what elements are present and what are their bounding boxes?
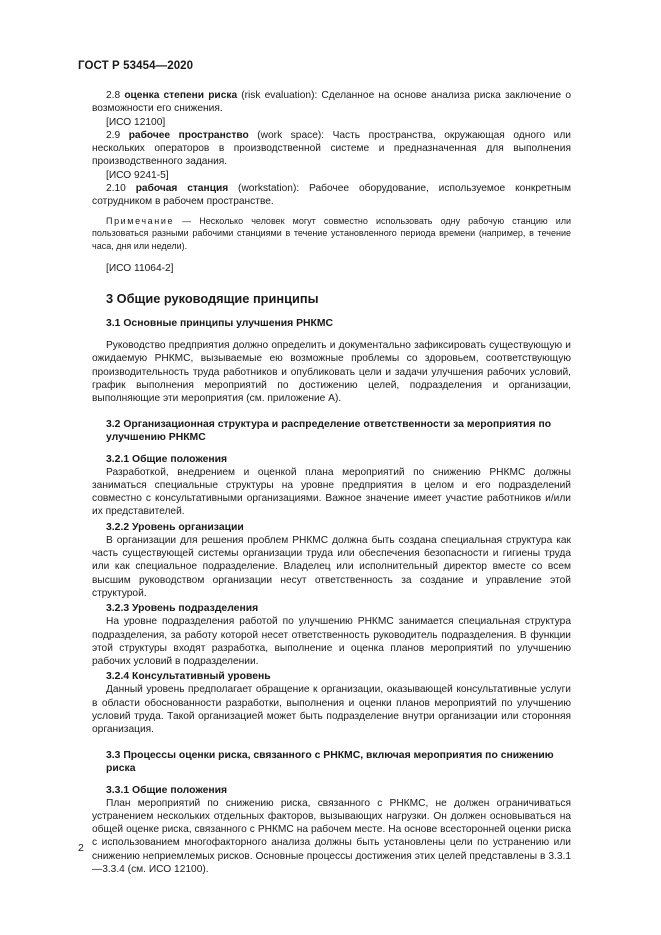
definition-2-8: 2.8 оценка степени риска (risk evaluation): Сделанное на основе анализа риска заключение о возможности его снижения. xyxy=(92,90,571,115)
section-3-3-1-text: План мероприятий по снижению риска, связанного с РНКМС, не должен ограничиваться устранением нескольких отдельных факторов, вызывающих нагрузки. Он должен основываться на общей оценке риска, связанного с РНКМС на рабочем месте. На основе всесторонней оценки риска с использованием многофакторного анализа должны быть установлены цели по устранению или снижению неприемлемых рисков. Основные процессы достижения этих целей представлены в 3.3.1—3.3.4 (см. ИСО 12100). xyxy=(92,797,571,876)
section-3-2-2-title: 3.2.2 Уровень организации xyxy=(106,521,244,533)
page-body xyxy=(92,89,571,876)
section-3-2-1-title: 3.2.1 Общие положения xyxy=(106,453,228,465)
term: оценка степени риска xyxy=(124,90,238,101)
note: Примечание — Несколько человек могут совместно использовать одну рабочую станцию или пользоваться разными рабочими станциями в течение установленного периода времени (например, в течение часа, дня или недели). xyxy=(92,215,571,251)
definition-2-9: 2.9 рабочее пространство (work space): Часть пространства, окружающая одного или нескольких операторов в производственной системе и предназначенная для выполнения производственного задания. xyxy=(92,129,571,168)
reference: [ИСО 11064-2] xyxy=(106,263,174,275)
section-3-1-title: 3.1 Основные принципы улучшения РНКМС xyxy=(106,318,334,330)
note-label: Примечание xyxy=(106,215,175,226)
section-3-2-2-text: В организации для решения проблем РНКМС должна быть создана специальная структура как часть существующей системы организации труда или обеспечения безопасности и гигиены труда или как специальное подразделение. Владелец или исполнительный директор вместе со всем высшим руководством организации несут ответственность за создание и управление этой структурой. xyxy=(92,534,571,599)
section-3-2-4-title: 3.2.4 Консультативный уровень xyxy=(106,671,271,683)
section-3-2-1-text: Разработкой, внедрением и оценкой плана мероприятий по снижению РНКМС должны заниматься специальные структуры на уровне предприятия в целом и его подразделений совместно с консультативными организациями. Важное значение имеет участие работников и/или их представителей. xyxy=(92,466,571,518)
section-3-1-text: Руководство предприятия должно определить и документально зафиксировать существующую и ожидаемую РНКМС, вызываемые ею возможные проблемы со здоровьем, соответствующую производительность труда работников и опубликовать цели и задачи улучшения рабочих условий, график выполнения мероприятий по достижению целей, подразделения и организации, выполняющие эти мероприятия (см. приложение А). xyxy=(92,340,571,405)
section-3-title: 3 Общие руководящие принципы xyxy=(106,290,319,306)
section-3-2-4-text: Данный уровень предполагает обращение к организации, оказывающей консультативные услуги в области обоснованности разработки, выполнения и оценки планов мероприятий по улучшению условий труда. Такой организацией может быть подразделение внутри организации или сторонняя организация. xyxy=(92,684,571,736)
section-3-3-1-title: 3.3.1 Общие положения xyxy=(106,784,228,796)
definition-2-10: 2.10 рабочая станция (workstation): Рабочее оборудование, используемое конкретным сотрудником в рабочем пространстве. xyxy=(92,183,571,208)
page-number: 2 xyxy=(78,842,84,854)
reference: [ИСО 9241-5] xyxy=(106,169,169,181)
term: рабочая станция xyxy=(135,183,229,195)
section-3-3-title: 3.3 Процессы оценки риска, связанного с РНКМС, включая мероприятия по снижению риска xyxy=(106,749,554,774)
term: рабочее пространство xyxy=(128,129,249,141)
section-3-2-3-title: 3.2.3 Уровень подразделения xyxy=(106,603,259,615)
section-3-2-title: 3.2 Организационная структура и распределение ответственности за мероприятия по улучшению РНКМС xyxy=(106,418,552,443)
section-3-2-3-text: На уровне подразделения работой по улучшению РНКМС занимается специальная структура подразделения, за работу которой несет ответственность руководитель подразделения. В функции этой структуры входят разработка, выполнение и оценка планов мероприятий по улучшению рабочих условий в подразделении. xyxy=(92,616,571,668)
standard-code-header: ГОСТ Р 53454—2020 xyxy=(78,60,194,72)
reference: [ИСО 12100] xyxy=(106,116,166,128)
